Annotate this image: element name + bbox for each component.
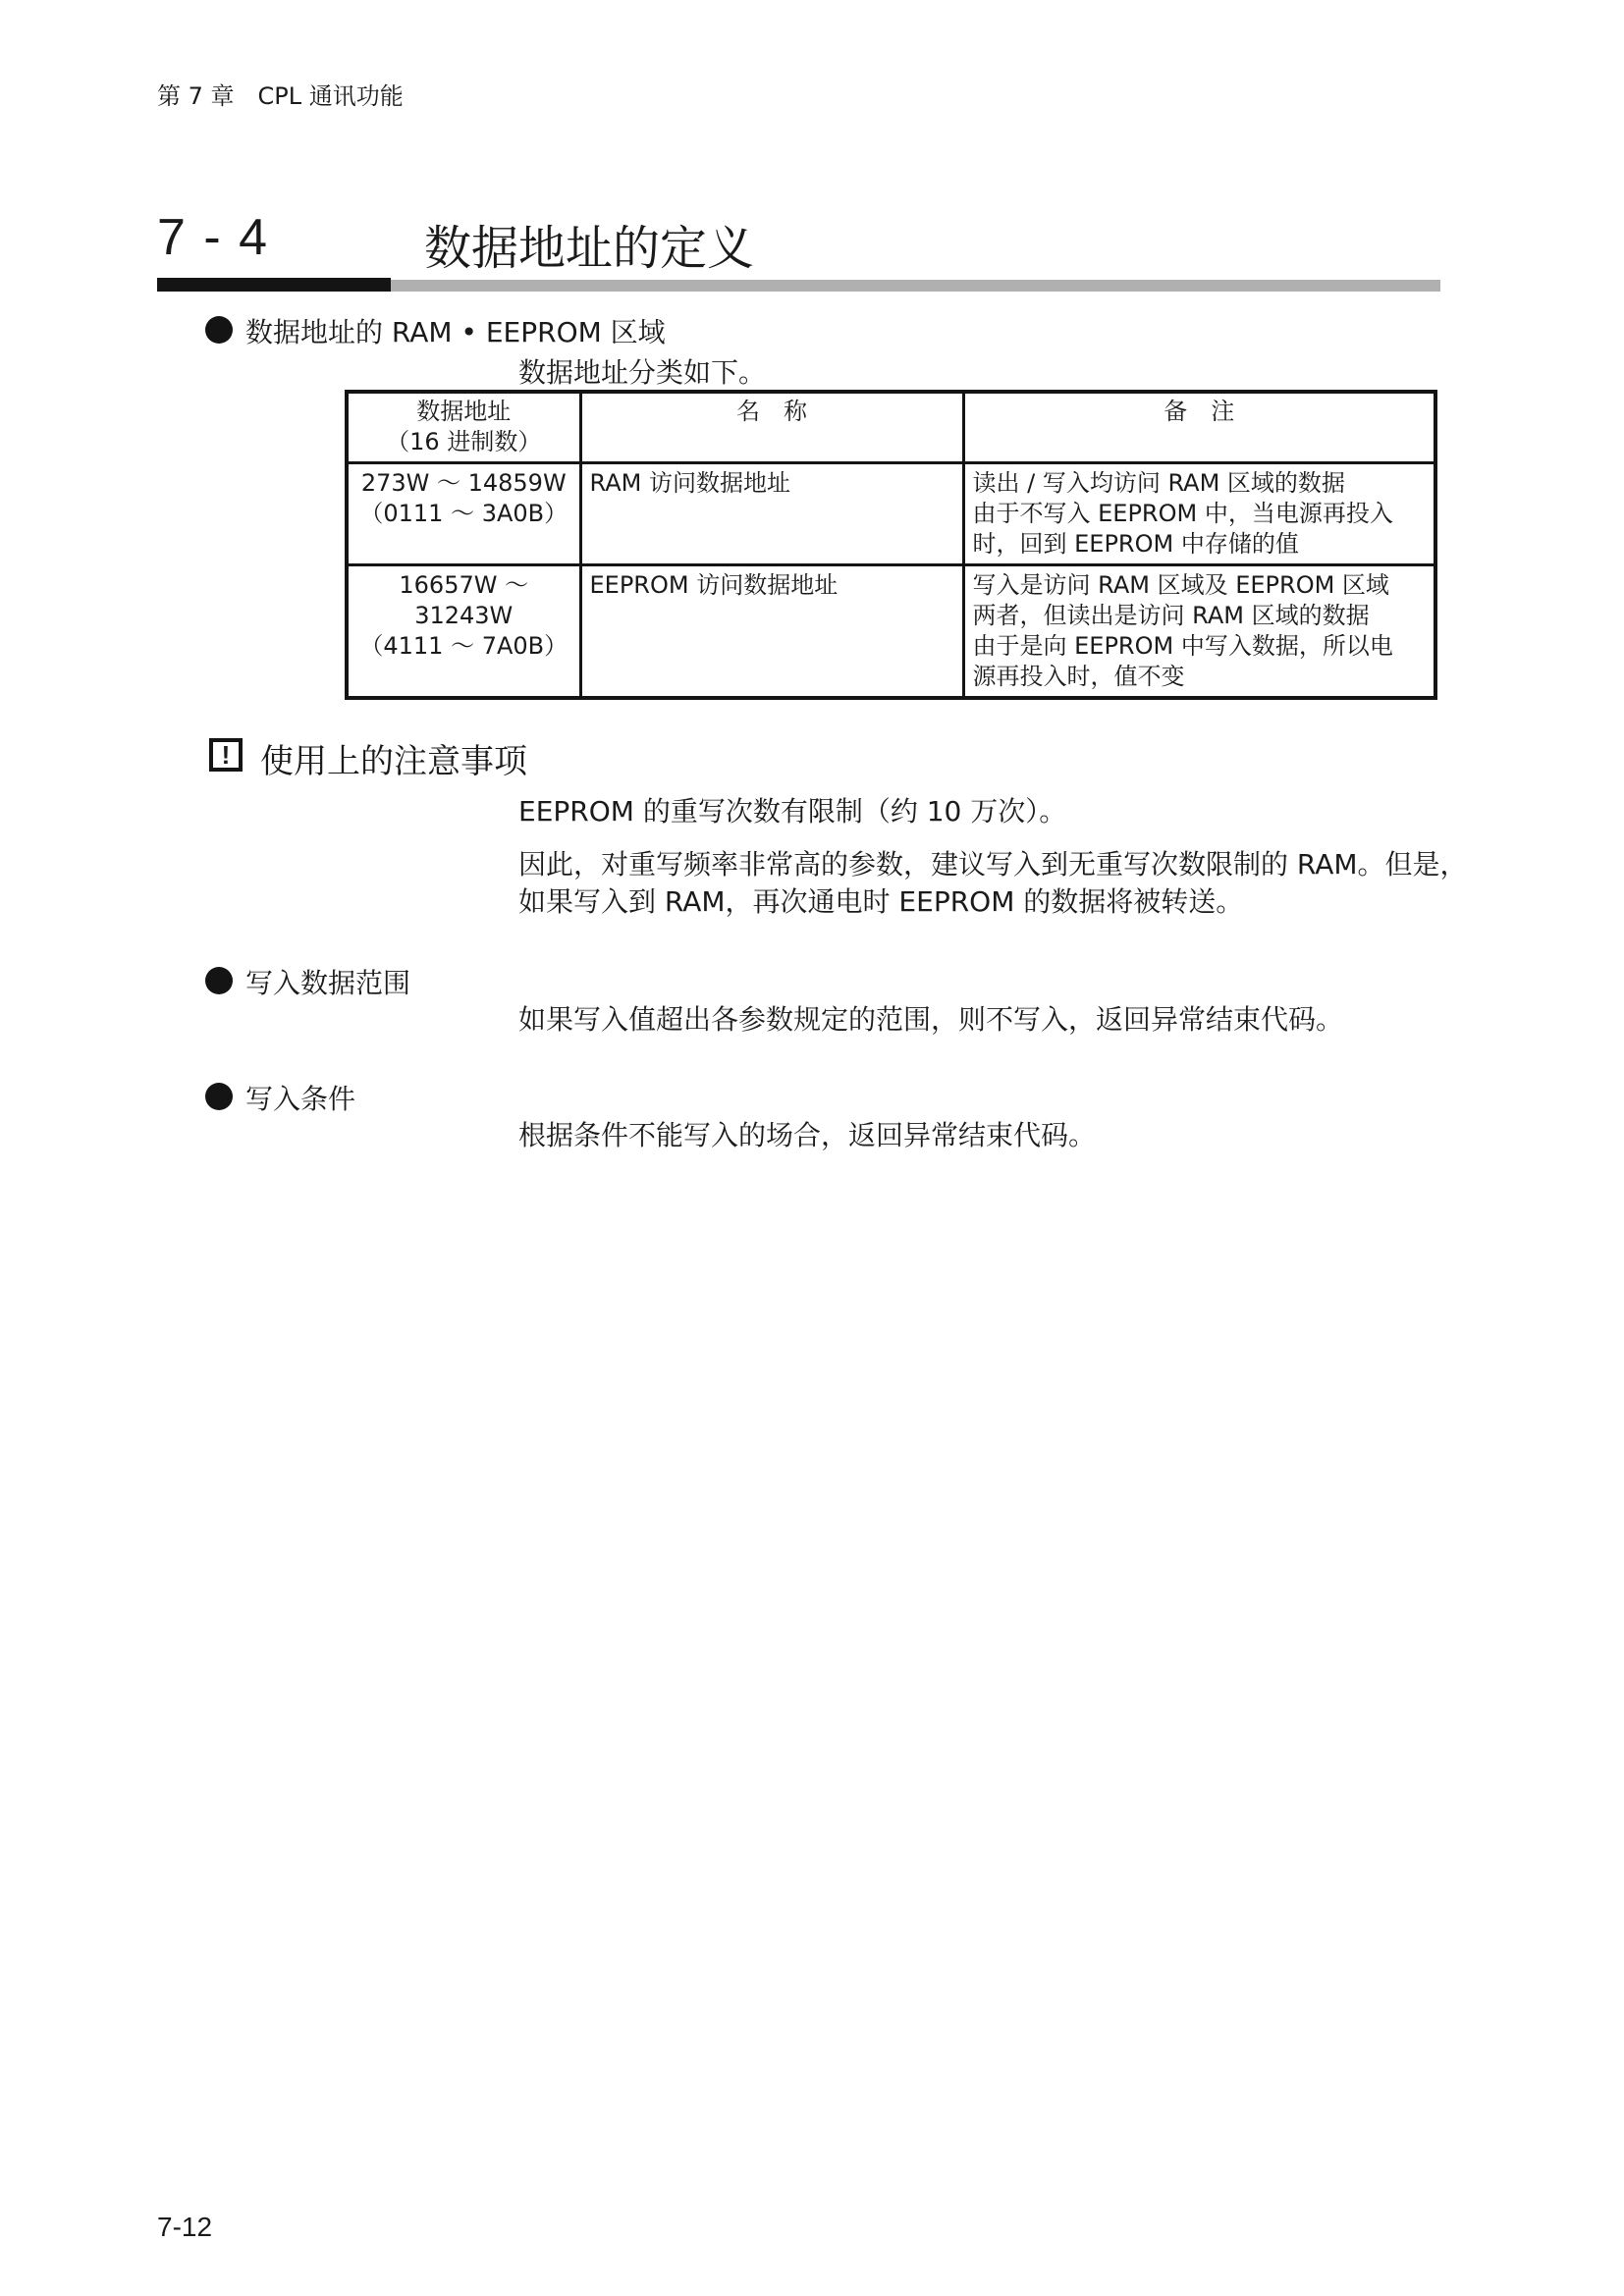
header-address-line2: （16 进制数）	[386, 428, 542, 455]
write-condition-text: 根据条件不能写入的场合，返回异常结束代码。	[518, 1119, 1097, 1151]
address-hex: （0111 ～ 3A0B）	[359, 500, 568, 527]
cell-name: RAM 访问数据地址	[580, 463, 963, 565]
write-range-label: 写入数据范围	[245, 967, 411, 999]
notice-title: 使用上的注意事项	[260, 742, 527, 781]
table-intro: 数据地址分类如下。	[518, 356, 767, 389]
chapter-header: 第 7 章 CPL 通讯功能	[157, 82, 404, 110]
cell-address	[347, 463, 580, 565]
section-rule	[389, 280, 1440, 292]
note-line: 读出 / 写入均访问 RAM 区域的数据	[972, 469, 1345, 497]
cell-notes	[963, 463, 1435, 565]
address-dec: 273W ～ 14859W	[360, 469, 567, 497]
cell-address	[347, 565, 580, 699]
table-row	[347, 463, 1435, 565]
exclamation-icon: !	[209, 738, 243, 772]
address-hex: （4111 ～ 7A0B）	[359, 632, 568, 660]
table-header-row	[347, 392, 1435, 463]
cell-name: EEPROM 访问数据地址	[580, 565, 963, 699]
section-rule-accent	[157, 278, 391, 292]
note-line: 两者，但读出是访问 RAM 区域的数据	[972, 602, 1370, 629]
area-label: 数据地址的 RAM • EEPROM 区域	[245, 316, 666, 348]
write-condition-label: 写入条件	[245, 1083, 356, 1115]
header-notes: 备 注	[963, 392, 1435, 463]
note-line: 由于不写入 EEPROM 中，当电源再投入	[972, 500, 1393, 527]
bullet-icon	[205, 316, 233, 344]
notice-paragraph-2-line-1: 因此，对重写频率非常高的参数，建议写入到无重写次数限制的 RAM。但是，	[518, 848, 1468, 881]
note-line: 时，回到 EEPROM 中存储的值	[972, 530, 1299, 558]
header-name: 名 称	[580, 392, 963, 463]
header-address	[347, 392, 580, 463]
bullet-icon	[205, 1083, 233, 1110]
notice-paragraph-1: EEPROM 的重写次数有限制（约 10 万次）。	[518, 795, 1067, 828]
header-address-line1: 数据地址	[416, 398, 512, 425]
table-row	[347, 565, 1435, 699]
notice-paragraph-2-line-2: 如果写入到 RAM，再次通电时 EEPROM 的数据将被转送。	[518, 885, 1244, 918]
address-dec: 16657W ～ 31243W	[399, 571, 529, 629]
section-title: 数据地址的定义	[424, 221, 755, 276]
note-line: 源再投入时，值不变	[972, 663, 1185, 690]
section-number: 7 - 4	[157, 209, 270, 266]
page-number: 7-12	[157, 2212, 213, 2242]
bullet-icon	[205, 967, 233, 994]
note-line: 写入是访问 RAM 区域及 EEPROM 区域	[972, 571, 1389, 599]
note-line: 由于是向 EEPROM 中写入数据，所以电	[972, 632, 1393, 660]
address-table	[345, 390, 1437, 700]
write-range-text: 如果写入值超出各参数规定的范围，则不写入，返回异常结束代码。	[518, 1003, 1344, 1036]
cell-notes	[963, 565, 1435, 699]
